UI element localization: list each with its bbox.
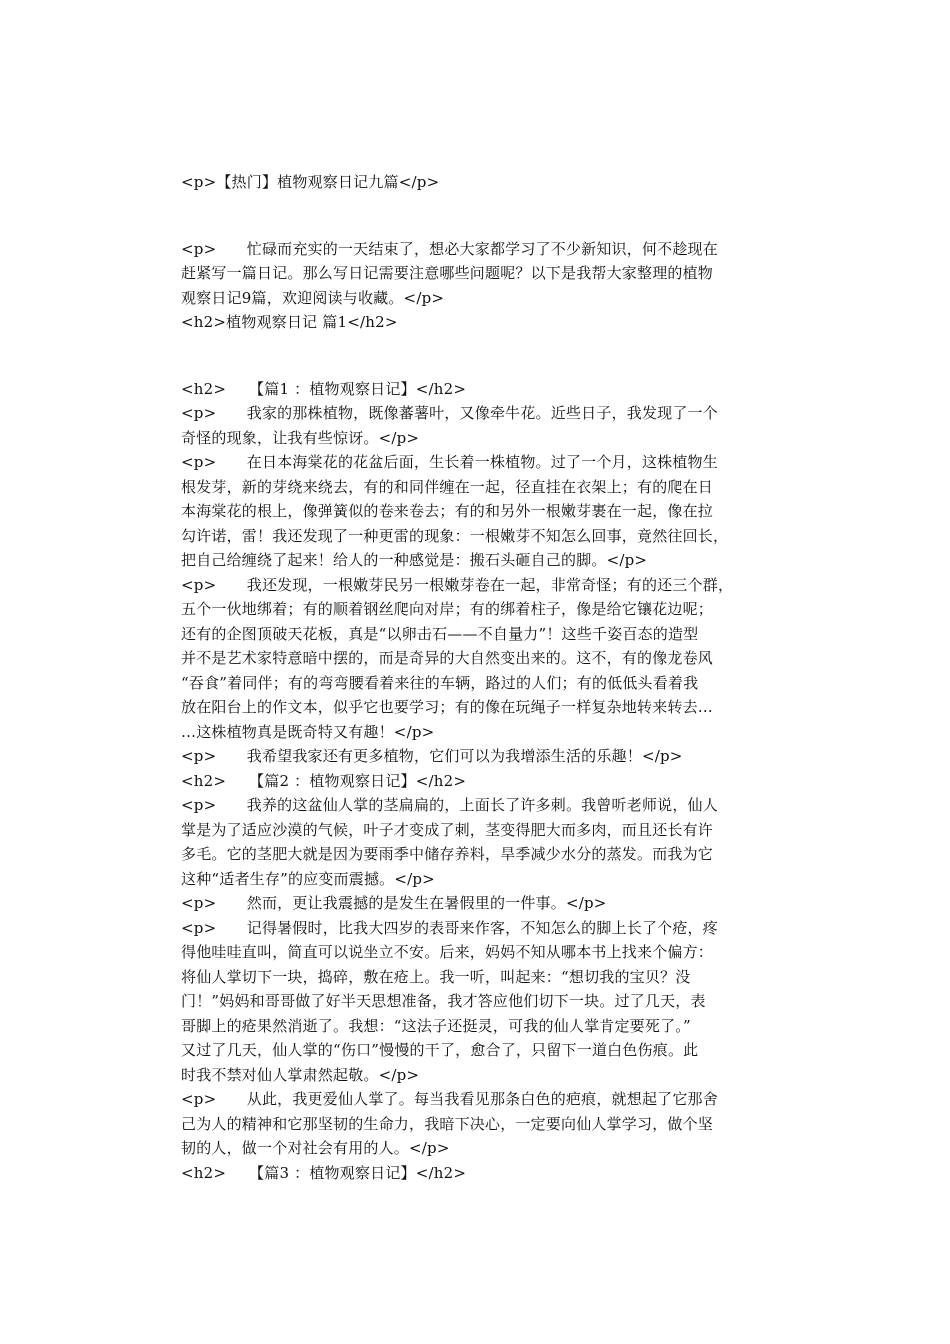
paragraph-line: <p> 然而，更让我震撼的是发生在暑假里的一件事。</p> <box>181 894 607 912</box>
doc-title-line: <p>【热门】植物观察日记九篇</p> <box>181 173 440 191</box>
paragraph-line: 奇怪的现象，让我有些惊讶。</p> <box>181 428 420 447</box>
paragraph-line: 五个一伙地绑着；有的顺着钢丝爬向对岸；有的绑着柱子，像是给它镶花边呢； <box>181 600 714 618</box>
paragraph-line: <p> 我希望我家还有更多植物，它们可以为我增添生活的乐趣！</p> <box>181 747 683 765</box>
paragraph-line: 门！”妈妈和哥哥做了好半天思想准备，我才答应他们切下一块。过了几天，表 <box>181 992 706 1010</box>
intro-line: 赶紧写一篇日记。那么写日记需要注意哪些问题呢？以下是我帮大家整理的植物 <box>181 264 714 282</box>
intro-line: <p> 忙碌而充实的一天结束了，想必大家都学习了不少新知识，何不趁现在 <box>181 239 718 258</box>
paragraph-line: <p> 我还发现，一根嫩芽民另一根嫩芽卷在一起，非常奇怪；有的还三个群， <box>181 575 734 594</box>
spacer <box>181 195 781 237</box>
paragraph-line: <p> 记得暑假时，比我大四岁的表哥来作客，不知怎么的脚上长了个疮，疼 <box>181 918 718 937</box>
paragraph-line: <p> 从此，我更爱仙人掌了。每当我看见那条白色的疤痕，就想起了它那舍 <box>181 1090 718 1108</box>
paragraph-line: 时我不禁对仙人掌肃然起敬。</p> <box>181 1065 420 1084</box>
paragraph-line: 又过了几天，仙人掌的“伤口”慢慢的干了，愈合了，只留下一道白色伤痕。此 <box>181 1041 699 1059</box>
spacer <box>181 335 781 377</box>
paragraph-line: 多毛。它的茎肥大就是因为要雨季中储存养料，旱季减少水分的蒸发。而我为它 <box>181 845 714 863</box>
chapter-heading-line: <h2> 【篇2 ：植物观察日记】</h2> <box>181 771 467 790</box>
paragraph-line: 得他哇哇直叫，简直可以说坐立不安。后来，妈妈不知从哪本书上找来个偏方： <box>181 943 714 961</box>
paragraph-line: <p> 我家的那株植物，既像蕃薯叶，又像牵牛花。近些日子，我发现了一个 <box>181 404 718 422</box>
section-heading-line: <h2>植物观察日记 篇1</h2> <box>181 313 398 331</box>
paragraph-line: 韧的人，做一个对社会有用的人。</p> <box>181 1139 450 1157</box>
paragraph-line: 己为人的精神和它那坚韧的生命力，我暗下决心，一定要向仙人掌学习，做个坚 <box>181 1114 714 1133</box>
paragraph-line: 哥脚上的疮果然消逝了。我想：“这法子还挺灵，可我的仙人掌肯定要死了。” <box>181 1016 691 1035</box>
paragraph-line: 把自己给缠绕了起来！给人的一种感觉是：搬石头砸自己的脚。</p> <box>181 551 648 569</box>
paragraph-line: 掌是为了适应沙漠的气候，叶子才变成了刺，茎变得肥大而多肉，而且还长有许 <box>181 820 714 839</box>
paragraph-line: 并不是艺术家特意暗中摆的，而是奇异的大自然变出来的。这不，有的像龙卷风 <box>181 649 714 667</box>
paragraph-line: 还有的企图顶破天花板，真是“以卵击石——不自量力”！这些千姿百态的造型 <box>181 624 699 643</box>
paragraph-line: …这株植物真是既奇特又有趣！</p> <box>181 722 435 741</box>
chapter-heading-line: <h2> 【篇1 ：植物观察日记】</h2> <box>181 379 467 398</box>
document-page <box>181 170 781 1185</box>
paragraph-line: 本海棠花的根上，像弹簧似的卷来卷去；有的和另外一根嫩芽裹在一起，像在拉 <box>181 502 714 520</box>
paragraph-line: “吞食”着同伴；有的弯弯腰看着来往的车辆，路过的人们；有的低低头看着我 <box>181 673 699 692</box>
paragraph-line: 勾许诺，雷！我还发现了一种更雷的现象：一根嫩芽不知怎么回事，竟然往回长， <box>181 526 729 545</box>
paragraph-line: <p> 我养的这盆仙人掌的茎扁扁的，上面长了许多刺。我曾听老师说，仙人 <box>181 796 718 814</box>
chapter-heading-line: <h2> 【篇3 ：植物观察日记】</h2> <box>181 1163 467 1182</box>
paragraph-line: 根发芽，新的芽绕来绕去，有的和同伴缠在一起，径直挂在衣架上；有的爬在日 <box>181 477 714 496</box>
paragraph-line: 这种“适者生存”的应变而震撼。</p> <box>181 869 435 888</box>
paragraph-line: 将仙人掌切下一块，捣碎，敷在疮上。我一听，叫起来：“想切我的宝贝？没 <box>181 967 691 986</box>
paragraph-line: <p> 在日本海棠花的花盆后面，生长着一株植物。过了一个月，这株植物生 <box>181 453 718 471</box>
intro-line: 观察日记9篇，欢迎阅读与收藏。</p> <box>181 288 445 307</box>
paragraph-line: 放在阳台上的作文本，似乎它也要学习；有的像在玩绳子一样复杂地转来转去… <box>181 698 714 716</box>
